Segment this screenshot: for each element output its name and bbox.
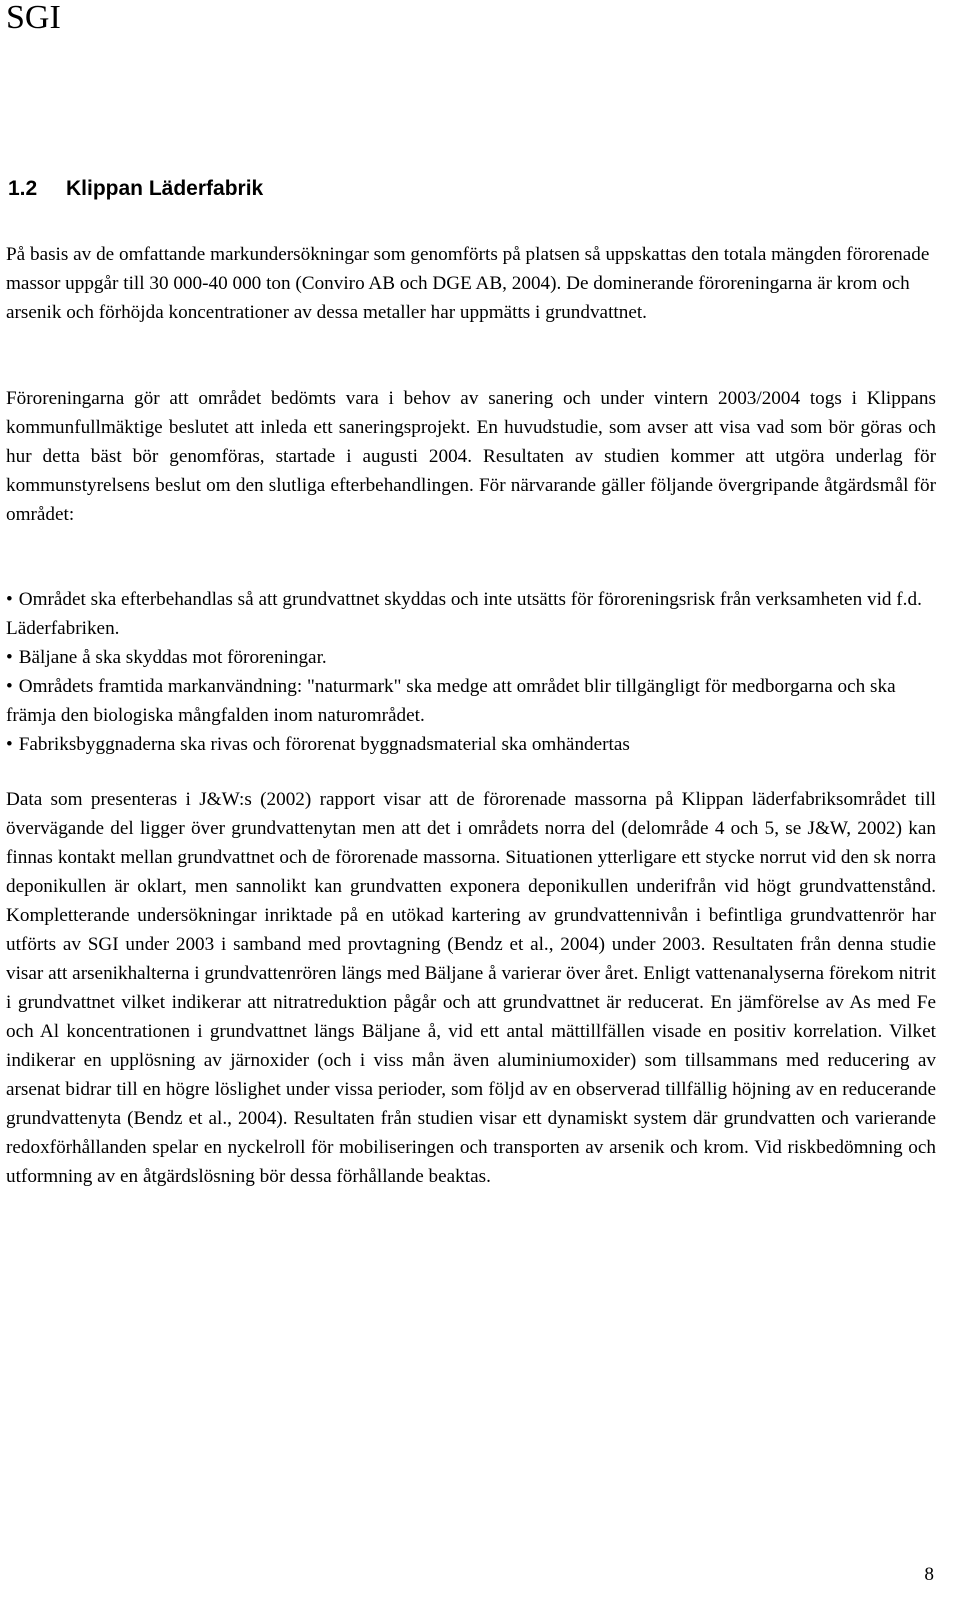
section-number: 1.2 <box>8 177 38 200</box>
list-item-text: Området ska efterbehandlas så att grundvattnet skyddas och inte utsätts för föroreningsrisk från verksamheten vid f.d. Läderfabriken. <box>6 589 922 639</box>
list-item-text: Områdets framtida markanvändning: "naturmark" ska medge att området blir tillgängligt för medborgarna och ska främja den biologiska mångfalden inom naturområdet. <box>6 676 896 726</box>
bullet-icon: • <box>6 647 13 668</box>
goals-list <box>6 585 936 759</box>
paragraph-groundwater-data: Data som presenteras i J&W:s (2002) rapport visar att de förorenade massorna på Klippan läderfabriksområdet till övervägande del ligger över grundvattenytan men att det i områdets norra del (delområde 4 och 5, se J&W, 2002) kan finnas kontakt mellan grundvattnet och de förorenade massorna. Situationen ytterligare ett stycke norrut vid den sk norra deponikullen är oklart, men sannolikt kan grundvatten exponera deponikullen underifrån vid högt grundvattenstånd. Kompletterande undersökningar inriktade på en utökad kartering av grundvattennivån i befintliga grundvattenrör har utförts av SGI under 2003 i samband med provtagning (Bendz et al., 2004) under 2003. Resultaten från denna studie visar att arsenikhalterna i grundvattenrören längs med Bäljane å varierar över året. Enligt vattenanalyserna förekom nitrit i grundvattnet vilket indikerar att nitratreduktion pågår och att grundvattnet är reducerat. En jämförelse av As med Fe och Al koncentrationen i grundvattnet längs Bäljane å, vid ett antal mättillfällen visade en positiv korrelation. Vilket indikerar en upplösning av järnoxider (och i viss mån även aluminiumoxider) som tillsammans med reducering av arsenat bidrar till en högre löslighet under vissa perioder, som följd av en observerad tillfällig höjning av en reducerande grundvattenyta (Bendz et al., 2004). Resultaten från studien visar ett dynamiskt system där grundvatten och varierande redoxförhållanden spelar en nyckelroll för mobiliseringen och transporten av arsenik och krom. Vid riskbedömning och utformning av en åtgärdslösning bör dessa förhållande beaktas. <box>6 789 936 1187</box>
list-item <box>6 730 936 759</box>
paragraph-intro: På basis av de omfattande markundersökningar som genomförts på platsen så uppskattas den totala mängden förorenade massor uppgår till 30 000-40 000 ton (Conviro AB och DGE AB, 2004). De dominerande föroreningarna är krom och arsenik och förhöjda koncentrationer av dessa metaller har uppmätts i grundvattnet. <box>6 244 930 323</box>
list-item <box>6 672 936 730</box>
list-item-text: Fabriksbyggnaderna ska rivas och förorenat byggnadsmaterial ska omhändertas <box>18 734 630 755</box>
bullet-icon: • <box>6 734 13 755</box>
section-heading <box>8 176 263 202</box>
page-number: 8 <box>924 1564 934 1585</box>
list-item-text: Bäljane å ska skyddas mot föroreningar. <box>18 647 327 668</box>
bullet-icon: • <box>6 589 13 610</box>
page-header-logo: SGI <box>6 0 61 36</box>
list-item <box>6 585 936 643</box>
section-title: Klippan Läderfabrik <box>66 177 264 200</box>
paragraph-remediation: Föroreningarna gör att området bedömts vara i behov av sanering och under vintern 2003/2004 togs i Klippans kommunfullmäktige beslutet att inleda ett saneringsprojekt. En huvudstudie, som avser att visa vad som bör göras och hur detta bäst bör genomföras, startade i augusti 2004. Resultaten av studien kommer att utgöra underlag för kommunstyrelsens beslut om den slutliga efterbehandlingen. För närvarande gäller följande övergripande åtgärdsmål för området: <box>6 388 936 525</box>
list-item <box>6 643 936 672</box>
bullet-icon: • <box>6 676 13 697</box>
